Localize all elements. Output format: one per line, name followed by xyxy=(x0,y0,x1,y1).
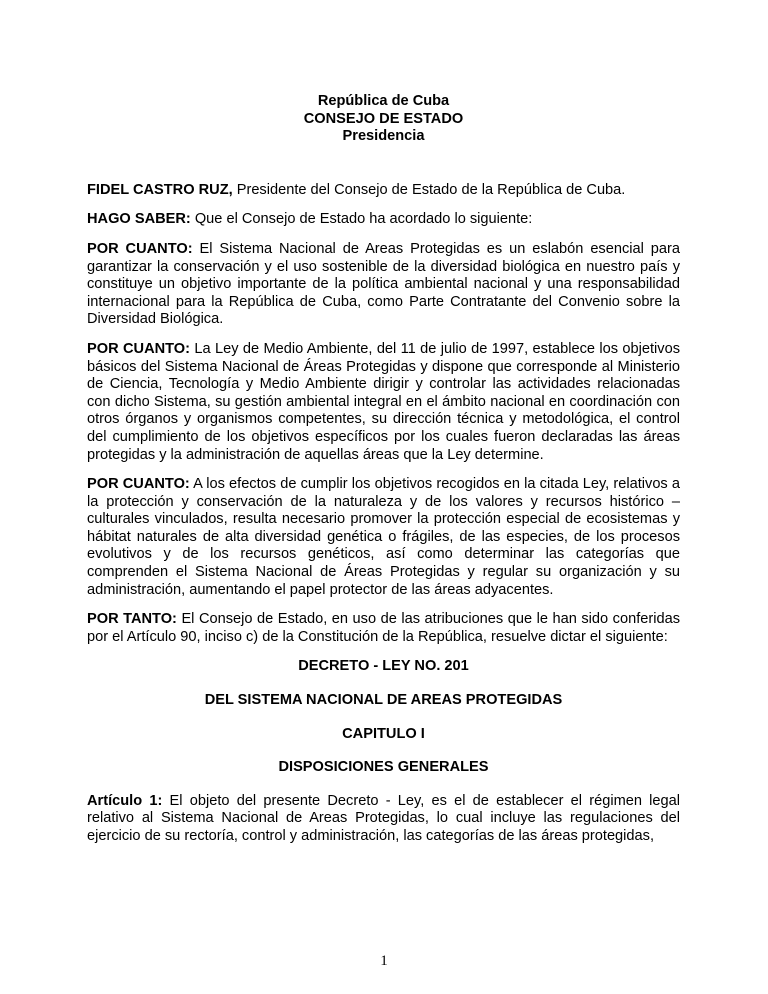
por-cuanto-2-lead: POR CUANTO: xyxy=(87,340,191,357)
por-cuanto-3-paragraph xyxy=(87,476,680,599)
por-cuanto-3-text: A los efectos de cumplir los objetivos recogidos en la citada Ley, relativos a la protección y conservación de la naturaleza y de los valores y recursos histórico – culturales vinculados, resulta necesario promover la protección especial de ecosistemas y hábitat naturales de alta diversidad genética o frágiles, de las especies, de los procesos evolutivos y de los recursos genéticos, así como determinar las categorías que comprenden el Sistema Nacional de Áreas Protegidas y regular su organización y su administración, aumentando el papel protector de las áreas adyacentes. xyxy=(87,476,680,598)
chapter-heading: CAPITULO I xyxy=(342,725,425,742)
article-1-paragraph xyxy=(87,793,680,846)
decreto-title: DECRETO - LEY NO. 201 xyxy=(298,658,469,675)
intro-text: Presidente del Consejo de Estado de la República de Cuba. xyxy=(232,181,626,198)
por-cuanto-1-lead: POR CUANTO: xyxy=(87,240,193,257)
intro-paragraph xyxy=(87,182,680,200)
por-cuanto-1-text: El Sistema Nacional de Areas Protegidas es un eslabón esencial para garantizar la conservación y el uso sostenible de la diversidad biológica en nuestro país y constituye un objetivo importante de la política ambiental nacional y una responsabilidad internacional para la República de Cuba, como Parte Contratante del Convenio sobre la Diversidad Biológica. xyxy=(87,240,680,328)
por-cuanto-1-paragraph xyxy=(87,241,680,329)
header-institution: CONSEJO DE ESTADO xyxy=(303,110,464,127)
chapter-title: DISPOSICIONES GENERALES xyxy=(278,759,489,776)
por-cuanto-3-lead: POR CUANTO: xyxy=(87,476,190,493)
por-tanto-lead: POR TANTO: xyxy=(87,611,177,628)
article-1-text: El objeto del presente Decreto - Ley, es el de establecer el régimen legal relativo al Sistema Nacional de Areas Protegidas, lo cual incluye las regulaciones del ejercicio de su rectoría, control y administración, las categorías de las áreas protegidas, xyxy=(87,792,680,844)
por-cuanto-2-text: La Ley de Medio Ambiente, del 11 de julio de 1997, establece los objetivos básicos del Sistema Nacional de Áreas Protegidas y dispone que corresponde al Ministerio de Ciencia, Tecnología y Medio Ambiente dirigir y controlar las actividades relacionadas con dicho Sistema, su gestión ambiental integral en el ámbito nacional en coordinación con otros órganos y organismos competentes, su dirección técnica y metodológica, el control del cumplimiento de los objetivos específicos por los cuales fueron declaradas las áreas protegidas y la administración de aquellas áreas que la Ley determine. xyxy=(87,340,680,463)
hago-saber-lead: HAGO SABER: xyxy=(87,211,191,228)
por-cuanto-2-paragraph xyxy=(87,341,680,464)
article-1-lead: Artículo 1: xyxy=(87,792,163,809)
page-number: 1 xyxy=(380,953,388,969)
hago-saber-text: Que el Consejo de Estado ha acordado lo siguiente: xyxy=(190,211,533,228)
decreto-subtitle: DEL SISTEMA NACIONAL DE AREAS PROTEGIDAS xyxy=(204,692,563,709)
intro-lead: FIDEL CASTRO RUZ, xyxy=(87,181,233,198)
hago-saber-paragraph xyxy=(87,211,680,229)
por-tanto-text: El Consejo de Estado, en uso de las atribuciones que le han sido conferidas por el Artículo 90, inciso c) de la Constitución de la República, resuelve dictar el siguiente: xyxy=(87,611,680,645)
header-country: República de Cuba xyxy=(317,93,450,109)
por-tanto-paragraph xyxy=(87,611,680,646)
header-office: Presidencia xyxy=(342,128,425,145)
document-header xyxy=(87,93,680,146)
document-body xyxy=(87,93,680,846)
